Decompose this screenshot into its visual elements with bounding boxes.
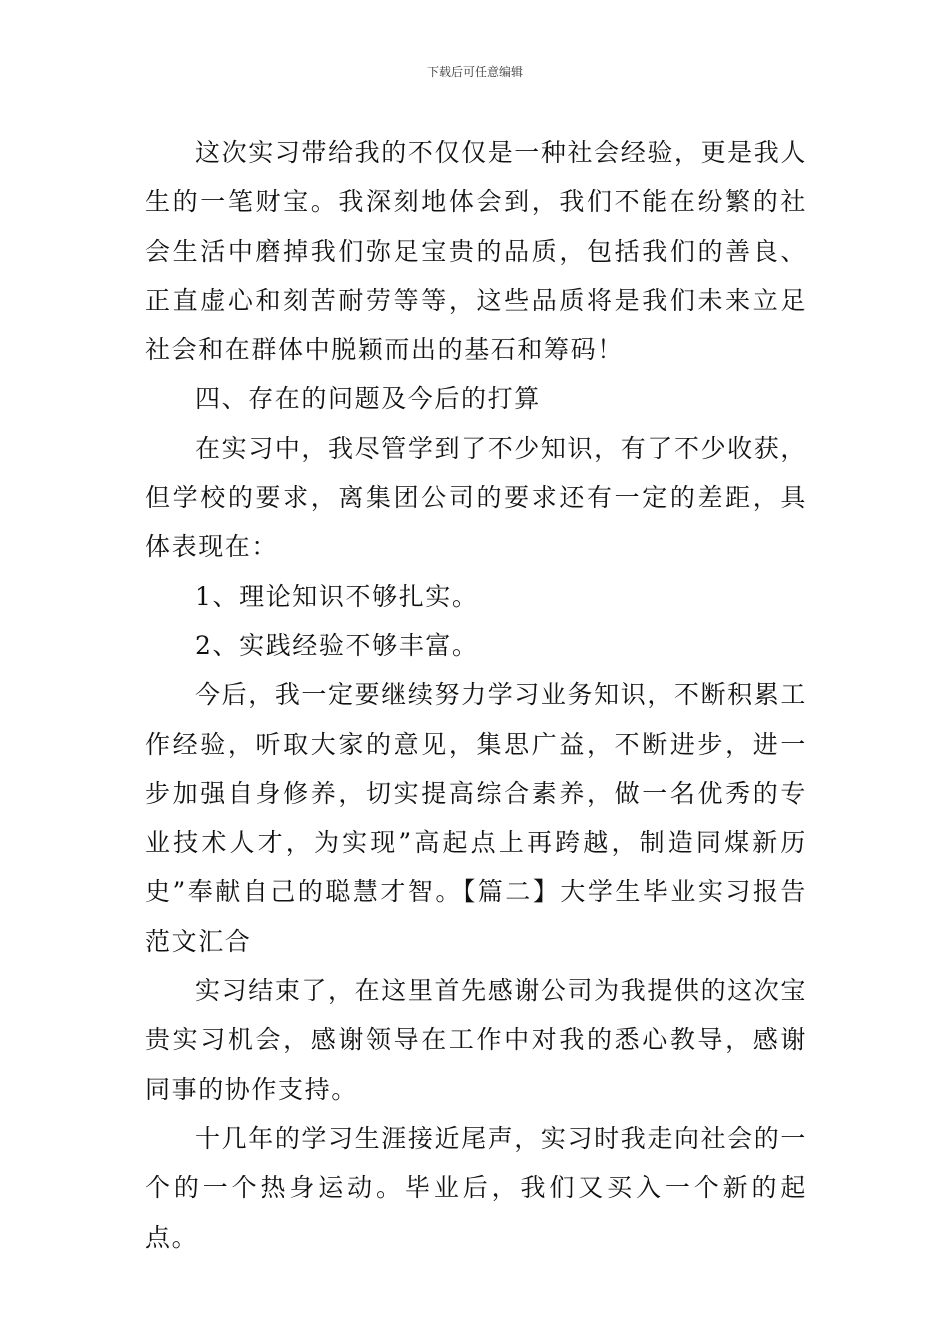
page-header: 下载后可任意编辑: [426, 65, 523, 79]
paragraph-future: 今后，我一定要继续努力学习业务知识，不断积累工作经验，听取大家的意见，集思广益，不断进步，进一步加强自身修养，切实提高综合素养，做一名优秀的专业技术人才，为实现”高起点上再跨越，制造同煤新历史”奉献自己的聪慧才智。【篇二】大学生毕业实习报告范文汇合: [145, 680, 807, 956]
document-body: [145, 128, 807, 1262]
list-item-practice: 2、实践经验不够丰富。: [195, 630, 479, 660]
paragraph-thanks: 实习结束了，在这里首先感谢公司为我提供的这次宝贵实习机会，感谢领导在工作中对我的悉心教导，感谢同事的协作支持。: [145, 976, 807, 1104]
list-item-theory: 1、理论知识不够扎实。: [195, 581, 479, 611]
section-heading-problems-plans: 四、存在的问题及今后的打算: [195, 384, 541, 414]
paragraph-new-start: 十几年的学习生涯接近尾声，实习时我走向社会的一个的一个热身运动。毕业后，我们又买入一个新的起点。: [145, 1123, 807, 1252]
paragraph-gap: 在实习中，我尽管学到了不少知识，有了不少收获，但学校的要求，离集团公司的要求还有一定的差距，具体表现在：: [145, 433, 807, 562]
paragraph-internship-value: 这次实习带给我的不仅仅是一种社会经验，更是我人生的一笔财宝。我深刻地体会到，我们不能在纷繁的社会生活中磨掉我们弥足宝贵的品质，包括我们的善良、正直虚心和刻苦耐劳等等，这些品质将是我们未来立足社会和在群体中脱颖而出的基石和筹码！: [145, 138, 807, 365]
